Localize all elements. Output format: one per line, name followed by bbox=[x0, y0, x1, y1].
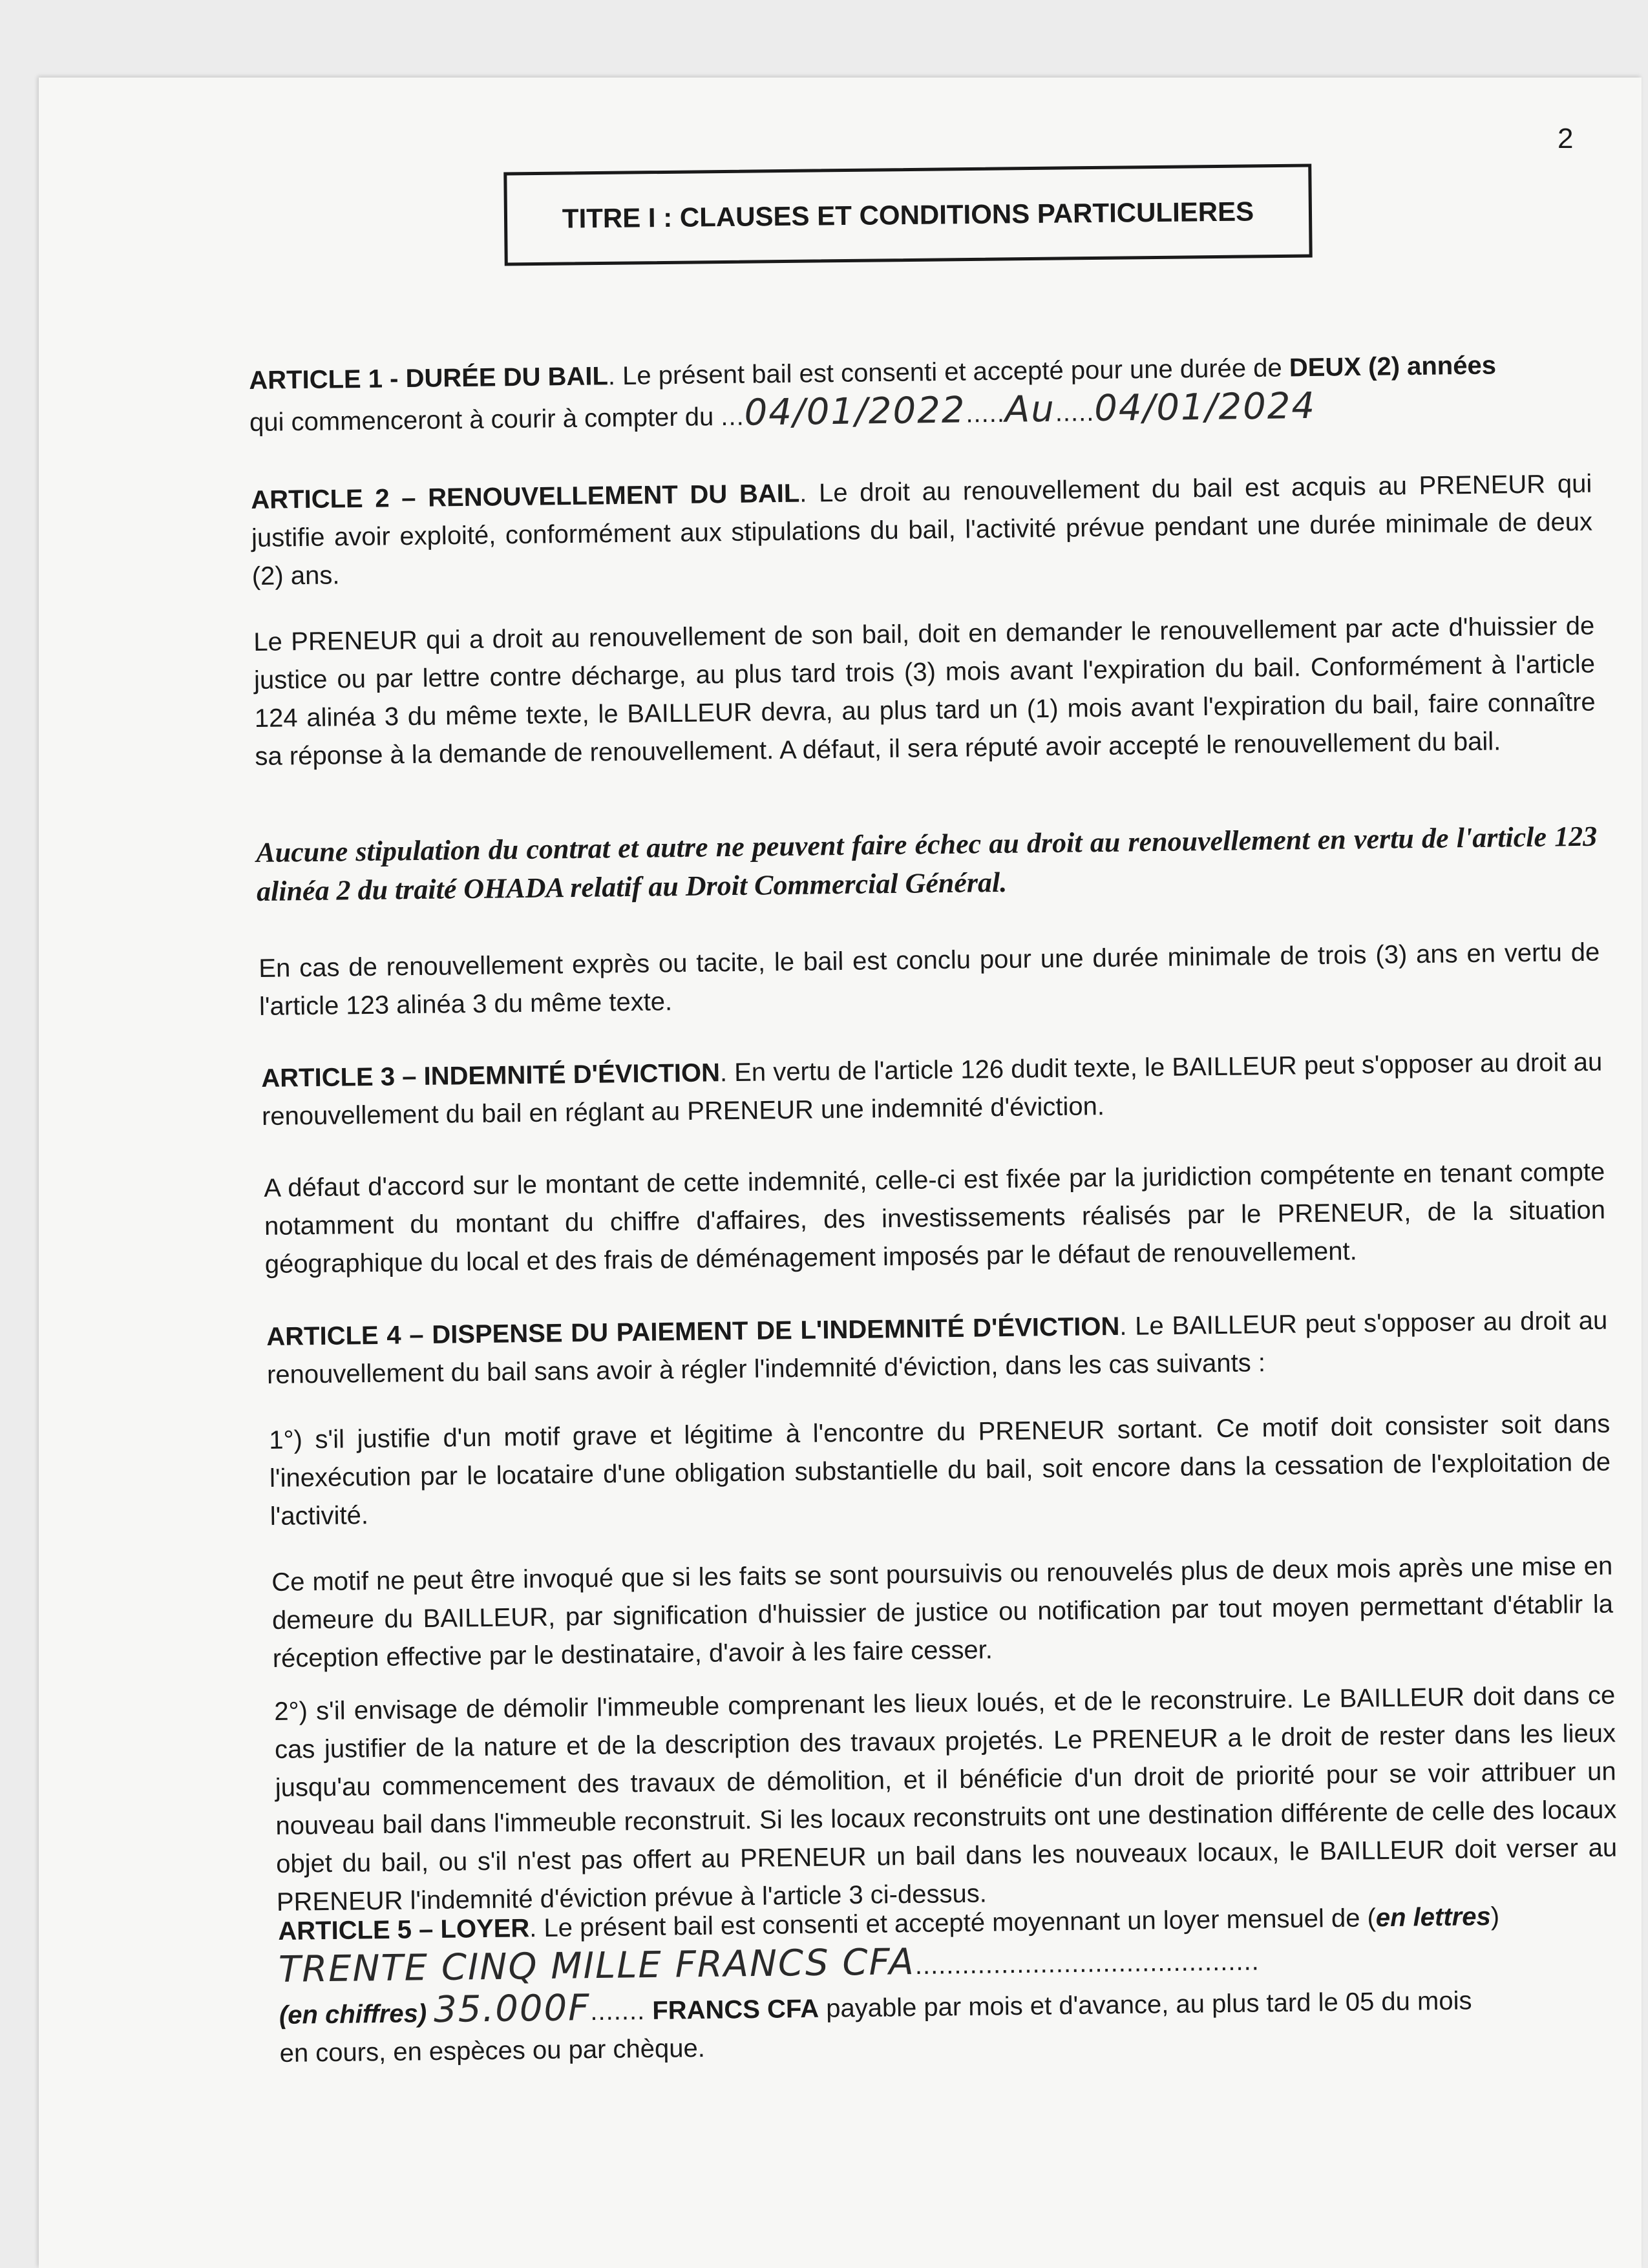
date-connector-handwritten: Au bbox=[1004, 388, 1056, 431]
article-2-heading: ARTICLE 2 – RENOUVELLEMENT DU BAIL bbox=[251, 479, 800, 514]
article-1: ARTICLE 1 - DURÉE DU BAIL. Le présent bail est consenti et accepté pour une durée de DEUX (2) années qui commenceront à courir à compter du ...04/01/2022.....Au.....04/01/2024 bbox=[249, 351, 1497, 437]
article-4-case-2: 2°) s'il envisage de démolir l'immeuble comprenant les lieux loués, et de le reconstruire. Le BAILLEUR doit dans ce cas justifier de la nature et de la description des travaux projetés. Le PRENEUR a le droit de rester dans les lieux jusqu'au commencement des travaux de démolition, et il bénéficie d'un droit de priorité pour se voir attribuer un nouveau bail dans l'immeuble reconstruit. Si les locaux reconstruits ont une destination différente de celle des locaux objet du bail, ou s'il n'est pas offert au PRENEUR un bail dans les nouveaux locaux, le BAILLEUR doit verser au PRENEUR l'indemnité d'éviction prévue à l'article 3 ci-dessus. bbox=[274, 1681, 1618, 1916]
article-5-heading: ARTICLE 5 – LOYER bbox=[278, 1914, 530, 1946]
article-3-paragraph-2: A défaut d'accord sur le montant de cette indemnité, celle-ci est fixée par la juridiction compétente en tenant compte notamment du montant du chiffre d'affaires, des investissements réalisés par le PRENEUR, de la situation géographique du local et des frais de déménagement imposés par le défaut de renouvellement. bbox=[264, 1157, 1606, 1279]
rent-amount-words-handwritten: TRENTE CINQ MILLE FRANCS CFA bbox=[278, 1940, 916, 1991]
article-1-heading: ARTICLE 1 - DURÉE DU BAIL bbox=[249, 362, 609, 395]
article-5: ARTICLE 5 – LOYER. Le présent bail est consenti et accepté moyennant un loyer mensuel de (en lettres) TRENTE CINQ MILLE FRANCS CFA............................................ (en chiffres) 35.000F....... FRANCS CFA payable par mois et d'avance, au plus tard le 05 du mois en cours, en espèces ou par chèque. bbox=[278, 1902, 1500, 2068]
article-2-emphasis: Aucune stipulation du contrat et autre ne peuvent faire échec au droit au renouvellement en vertu de l'article 123 alinéa 2 du traité OHADA relatif au Droit Commercial Général. bbox=[256, 820, 1598, 907]
article-3: ARTICLE 3 – INDEMNITÉ D'ÉVICTION. En vertu de l'article 126 dudit texte, le BAILLEUR peut s'opposer au droit au renouvellement du bail en réglant au PRENEUR une indemnité d'éviction. bbox=[261, 1047, 1603, 1131]
currency: FRANCS CFA bbox=[652, 1994, 819, 2025]
article-4-paragraph-3: Ce motif ne peut être invoqué que si les faits se sont poursuivis ou renouvelés plus de deux mois après une mise en demeure du BAILLEUR, par signification d'huissier de justice ou notification par tout moyen permettant d'établir la réception effective par le destinataire, d'avoir à les faire cesser. bbox=[271, 1551, 1614, 1673]
section-title-box bbox=[503, 163, 1312, 266]
rent-amount-figures-handwritten: 35.000F bbox=[433, 1987, 591, 2032]
article-4-case-1: 1°) s'il justifie d'un motif grave et légitime à l'encontre du PRENEUR sortant. Ce motif doit consister soit dans l'inexécution par le locataire d'une obligation substantielle du bail, soit encore dans la cessation de l'exploitation de l'activité. bbox=[269, 1409, 1611, 1531]
article-2-paragraph-3: En cas de renouvellement exprès ou tacite, le bail est conclu pour une durée minimale de trois (3) ans en vertu de l'article 123 alinéa 3 du même texte. bbox=[259, 938, 1600, 1021]
lease-duration: DEUX (2) années bbox=[1289, 351, 1497, 383]
article-4-heading: ARTICLE 4 – DISPENSE DU PAIEMENT DE L'INDEMNITÉ D'ÉVICTION bbox=[266, 1312, 1120, 1351]
page-number: 2 bbox=[1558, 123, 1574, 154]
article-4: ARTICLE 4 – DISPENSE DU PAIEMENT DE L'INDEMNITÉ D'ÉVICTION. Le BAILLEUR peut s'opposer au droit au renouvellement du bail sans avoir à régler l'indemnité d'éviction, dans les cas suivants : bbox=[266, 1306, 1608, 1389]
article-2: ARTICLE 2 – RENOUVELLEMENT DU BAIL. Le droit au renouvellement du bail est acquis au PRENEUR qui justifie avoir exploité, conformément aux stipulations du bail, l'activité prévue pendant une durée minimale de deux (2) ans. bbox=[251, 469, 1593, 591]
section-title: TITRE I : CLAUSES ET CONDITIONS PARTICULIERES bbox=[562, 195, 1254, 234]
article-2-paragraph-2: Le PRENEUR qui a droit au renouvellement de son bail, doit en demander le renouvellement par acte d'huissier de justice ou par lettre contre décharge, au plus tard trois (3) mois avant l'expiration du bail. Conformément à l'article 124 alinéa 3 du même texte, le BAILLEUR devra, au plus tard un (1) mois avant l'expiration du bail, faire connaître sa réponse à la demande de renouvellement. A défaut, il sera réputé avoir accepté le renouvellement du bail. bbox=[253, 611, 1596, 771]
end-date-handwritten: 04/01/2024 bbox=[1093, 384, 1316, 430]
article-3-heading: ARTICLE 3 – INDEMNITÉ D'ÉVICTION bbox=[261, 1058, 721, 1093]
start-date-handwritten: 04/01/2022 bbox=[744, 389, 966, 434]
